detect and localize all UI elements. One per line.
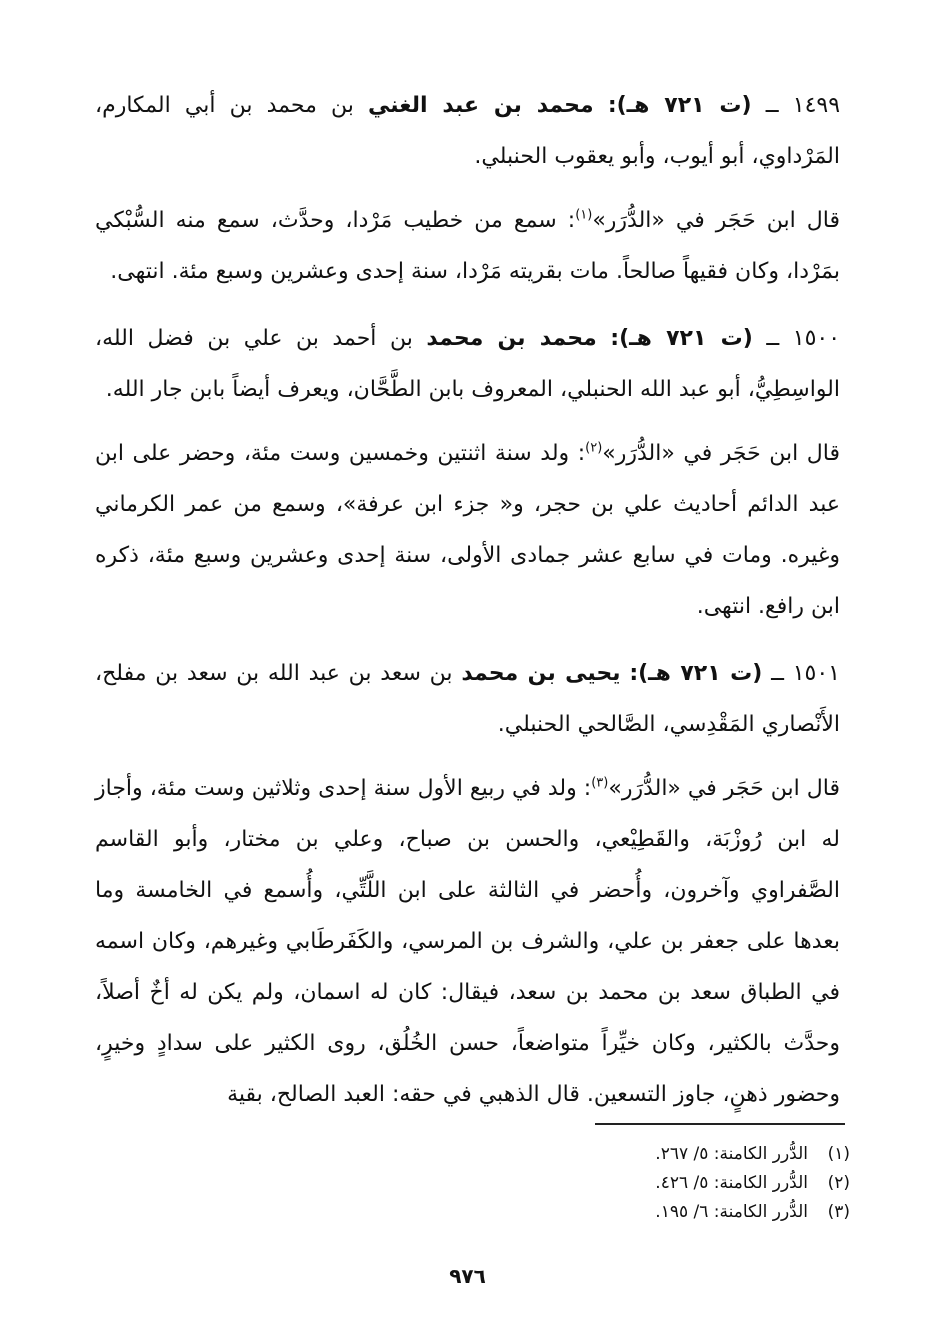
entry-death-date: (ت ٧٢١ هـ): [629,661,763,686]
entry-1499 [95,80,840,297]
footnote-text: الدُّرر الكامنة: ٥/ ٢٦٧. [655,1144,808,1164]
entry-1501 [95,648,840,1120]
footnote-ref[interactable]: (٣) [591,775,609,791]
entry-heading [95,313,840,415]
footnote-text: الدُّرر الكامنة: ٥/ ٤٢٦. [655,1173,808,1193]
quote-body: : ولد في ربيع الأول سنة إحدى وثلاثين وست مئة، وأجاز له ابن رُوزْبَة، والقَطِيْعي، والحسن بن صباح، وعلي بن مختار، وأبو القاسم الصَّفراوي وآخرون، وأُحضر في الثالثة على ابن اللَّتِّي، وأُسمع في الخامسة وما بعدها على جعفر بن علي، والشرف بن المرسي، والكَفَرطَابي وغيرهم، وكان اسمه في الطباق سعد بن محمد بن سعد، فيقال: كان له اسمان، ولم يكن له أخٌ أصلاً، وحدَّث بالكثير، وكان خيِّراً متواضعاً، حسن الخُلُق، روى الكثير على سدادٍ وخيرٍ، وحضور ذهنٍ، جاوز التسعين. قال الذهبي في حقه: العبد الصالح، بقية [95,776,840,1107]
entry-name: محمد بن عبد الغني [368,93,594,118]
footnote-text: الدُّرر الكامنة: ٦/ ١٩٥. [655,1202,808,1222]
footnote-mark: (١) [827,1144,850,1164]
quote-body: : سمع من خطيب مَرْدا، وحدَّث، سمع منه السُّبْكي بمَرْدا، وكان فقيهاً صالحاً. مات بقريته مَرْدا، سنة إحدى وعشرين وسبع مئة. انتهى. [95,208,840,284]
entry-death-date: (ت ٧٢١ هـ): [607,93,752,118]
entry-name-rest: بن محمد بن أبي المكارم، المَرْداوي، أبو أيوب، وأبو يعقوب الحنبلي. [95,93,840,169]
entry-paragraph [95,195,840,297]
entry-heading [95,80,840,182]
footnote-ref[interactable]: (١) [575,207,593,223]
footnote-item [560,1169,850,1198]
quote-intro: قال ابن حَجَر في «الدُّرَر» [608,776,841,801]
entry-name-rest: بن سعد بن عبد الله بن سعد بن مفلح، الأَنْصاري المَقْدِسي، الصَّالحي الحنبلي. [95,661,840,737]
entry-name: يحيى بن محمد [461,661,621,686]
quote-intro: قال ابن حَجَر في «الدُّرَر» [602,441,841,466]
footnotes [560,1140,850,1227]
footnote-ref[interactable]: (٢) [585,440,603,456]
footnote-item [560,1198,850,1227]
footnote-item [560,1140,850,1169]
entry-number: ١٤٩٩ ــ [765,93,841,118]
footnote-mark: (٣) [827,1202,850,1222]
entry-name-rest: بن أحمد بن علي بن فضل الله، الواسِطِيُّ، أبو عبد الله الحنبلي، المعروف بابن الطَّحَّان، ويعرف أيضاً بابن جار الله. [95,326,840,402]
entry-death-date: (ت ٧٢١ هـ): [610,326,753,351]
quote-intro: قال ابن حَجَر في «الدُّرَر» [592,208,840,233]
entry-paragraph [95,428,840,632]
entry-number: ١٥٠١ ــ [771,661,840,686]
entry-paragraph [95,763,840,1120]
footnote-divider [595,1123,845,1125]
quote-body: : ولد سنة اثنتين وخمسين وست مئة، وحضر على ابن عبد الدائم أحاديث علي بن حجر، و« جزء ابن عرفة»، وسمع من عمر الكرماني وغيره. ومات في سابع عشر جمادى الأولى، سنة إحدى وعشرين وسبع مئة، ذكره ابن رافع. انتهى. [95,441,840,619]
page-body [95,80,840,1136]
entry-name: محمد بن محمد [426,326,597,351]
page-number: ٩٧٦ [449,1264,486,1288]
footnote-mark: (٢) [827,1173,850,1193]
entry-1500 [95,313,840,632]
entry-number: ١٥٠٠ ــ [766,326,841,351]
entry-heading [95,648,840,750]
